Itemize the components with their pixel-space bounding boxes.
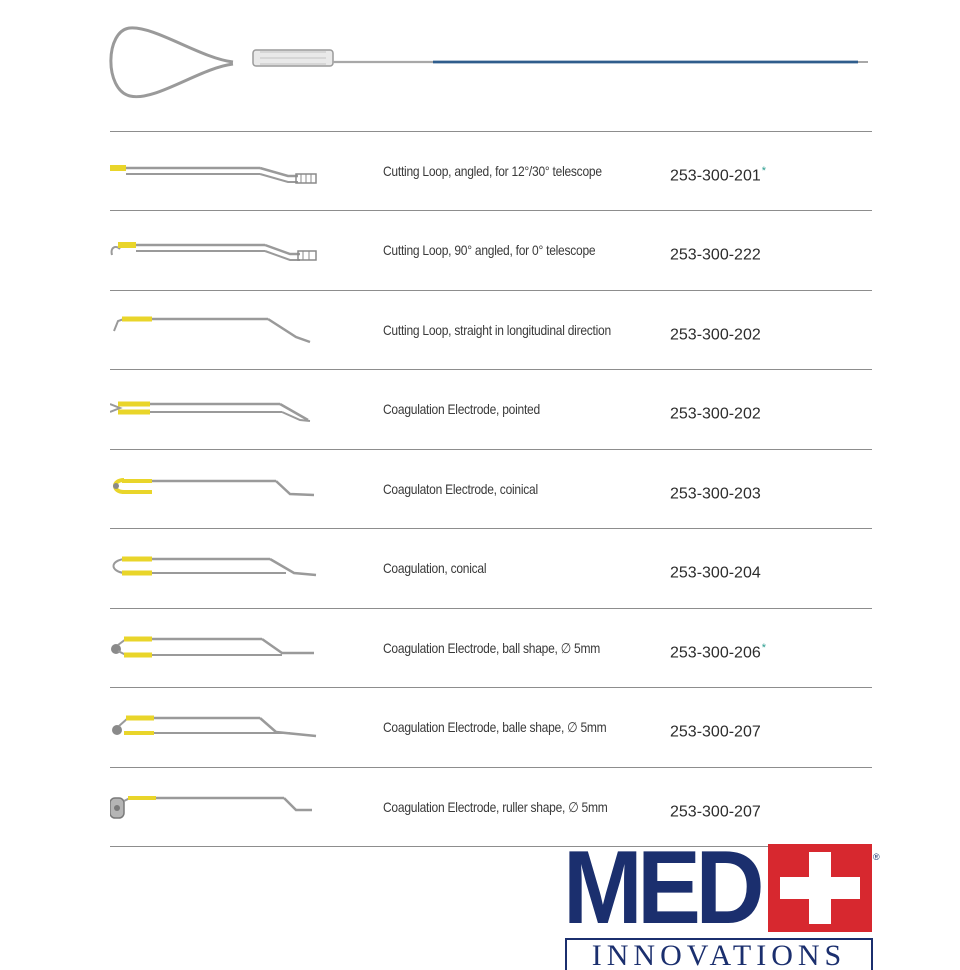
med-innovations-logo <box>563 830 883 970</box>
coagulation-conical-instrument-icon <box>110 450 330 529</box>
availability-mark: * <box>761 165 767 177</box>
product-row <box>110 370 872 449</box>
product-code-number: 253-300-203 <box>670 485 761 503</box>
product-description: Cutting Loop, angled, for 12°/30° telescope <box>383 163 602 179</box>
product-description: Coagulaton Electrode, coinical <box>383 481 538 497</box>
product-row <box>110 688 872 767</box>
cutting-loop-angled-instrument-icon <box>110 132 330 211</box>
product-code <box>670 688 762 767</box>
product-code-number: 253-300-202 <box>670 405 761 423</box>
product-code <box>670 450 762 529</box>
product-row <box>110 529 872 608</box>
product-description: Coagulation, conical <box>383 560 487 576</box>
coagulation-roller-instrument-icon <box>110 768 330 847</box>
product-code <box>670 291 762 370</box>
product-description: Coagulation Electrode, ruller shape, ∅ 5mm <box>383 799 608 815</box>
cutting-loop-straight-instrument-icon <box>110 291 330 370</box>
product-row <box>110 291 872 370</box>
cutting-loop-90-instrument-icon <box>110 211 330 290</box>
coagulation-conical-2-instrument-icon <box>110 529 330 608</box>
product-row <box>110 211 872 290</box>
product-description: Cutting Loop, straight in longitudinal direction <box>383 322 611 338</box>
product-code <box>670 529 762 608</box>
availability-mark: * <box>761 642 767 654</box>
product-description: Coagulation Electrode, pointed <box>383 401 540 417</box>
electrode-hero-illustration <box>100 18 880 108</box>
logo-wordmark: MED <box>563 830 760 946</box>
product-code <box>670 132 766 211</box>
product-code <box>670 211 762 290</box>
coagulation-ball-instrument-icon <box>110 609 330 688</box>
registered-mark: ® <box>873 852 880 862</box>
red-cross-icon <box>768 844 872 932</box>
product-code <box>670 609 766 688</box>
coagulation-pointed-instrument-icon <box>110 370 330 449</box>
product-description: Coagulation Electrode, ball shape, ∅ 5mm <box>383 640 601 656</box>
product-code <box>670 370 762 449</box>
product-code-number: 253-300-202 <box>670 326 761 344</box>
product-description: Cutting Loop, 90° angled, for 0° telescope <box>383 242 596 258</box>
product-row <box>110 609 872 688</box>
product-code-number: 253-300-204 <box>670 564 761 582</box>
product-row <box>110 450 872 529</box>
coagulation-ball-2-instrument-icon <box>110 688 330 767</box>
product-code-number: 253-300-201 <box>670 167 761 185</box>
product-row <box>110 132 872 211</box>
product-code-number: 253-300-207 <box>670 803 761 821</box>
logo-subtitle: INNOVATIONS <box>565 938 873 970</box>
product-code-number: 253-300-222 <box>670 246 761 264</box>
product-code-number: 253-300-206 <box>670 644 761 662</box>
product-code-number: 253-300-207 <box>670 723 761 741</box>
product-description: Coagulation Electrode, balle shape, ∅ 5mm <box>383 719 607 735</box>
